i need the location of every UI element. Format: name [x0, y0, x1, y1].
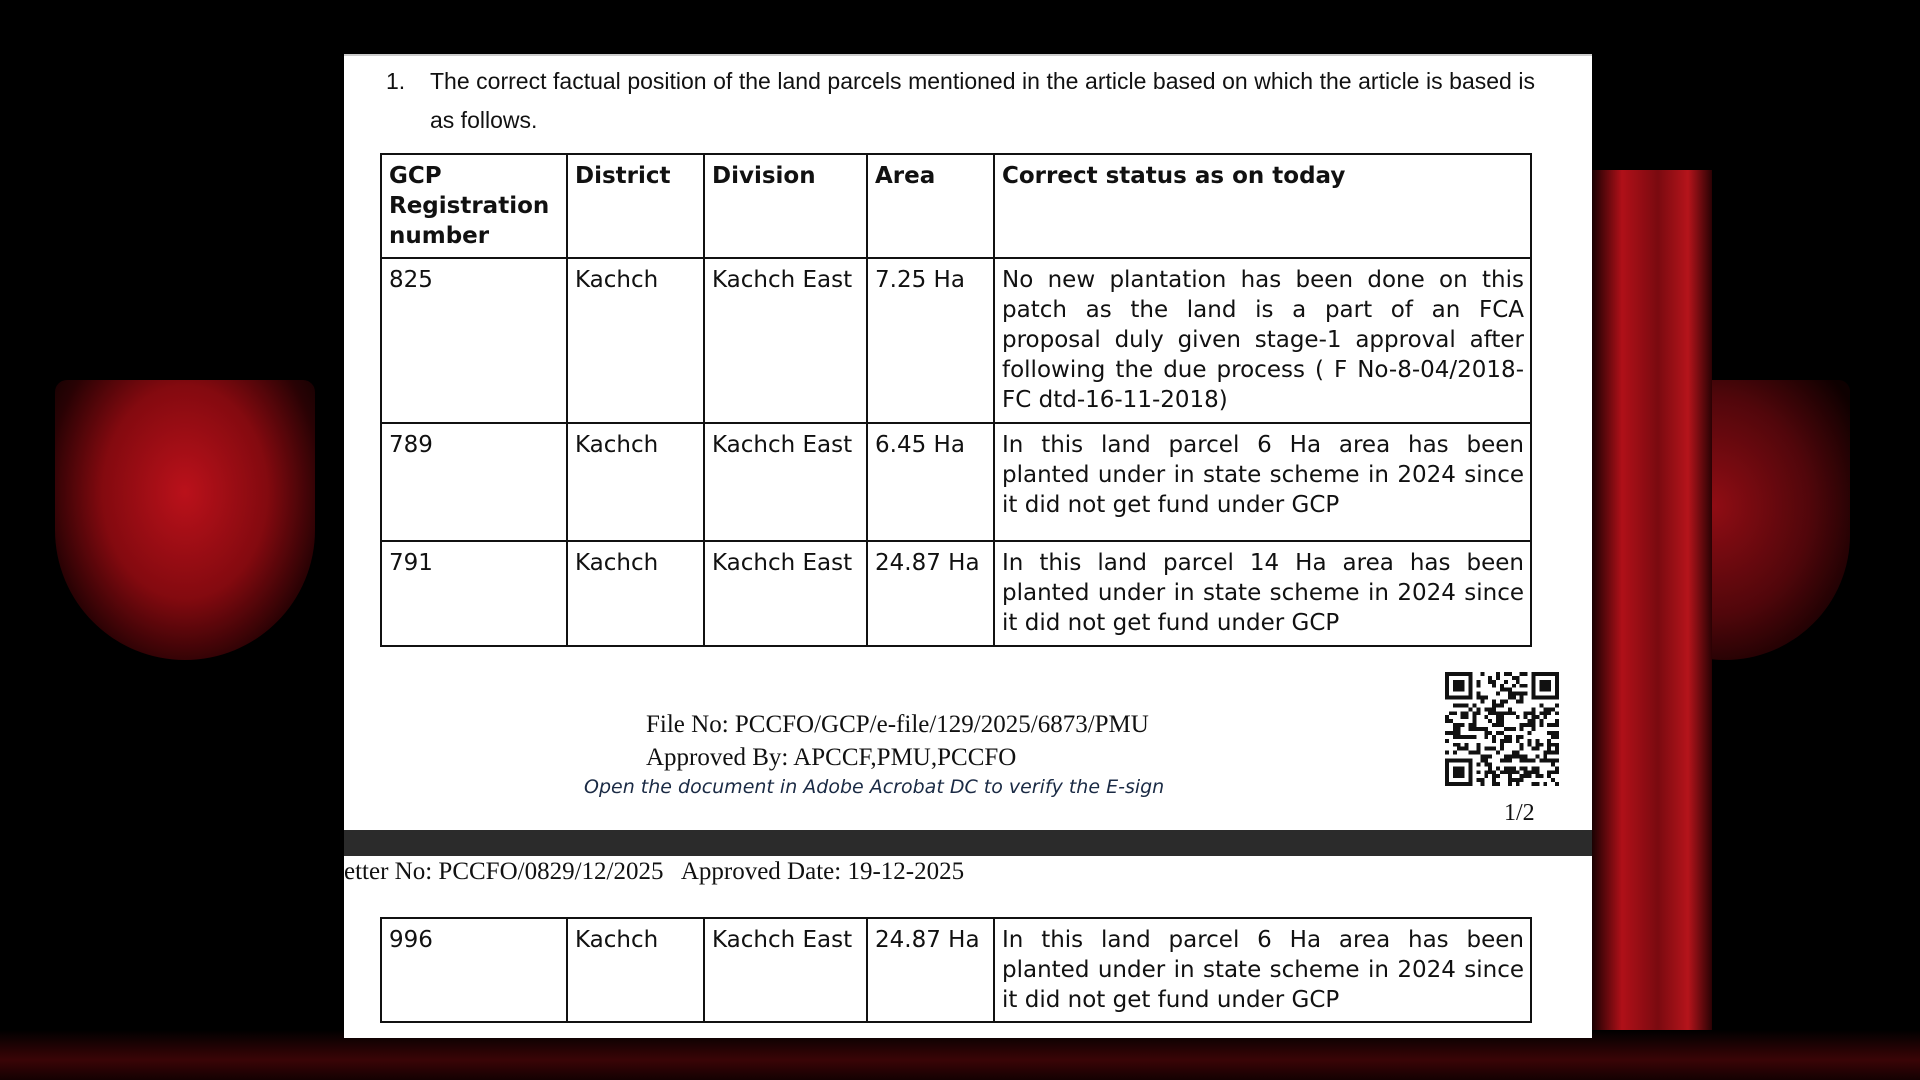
background-wood-post: [1592, 170, 1712, 1080]
table-row: [381, 258, 1531, 423]
table-row: [381, 423, 1531, 541]
cell-division: Kachch East: [704, 258, 867, 423]
cell-division: Kachch East: [704, 541, 867, 646]
document-page-1: [344, 54, 1592, 832]
letter-header: etter No: PCCFO/0829/12/2025 Approved Date: 19-12-2025: [344, 858, 965, 885]
approved-by: Approved By: APCCF,PMU,PCCFO: [646, 744, 1017, 771]
cell-gcp: 996: [381, 918, 567, 1022]
esign-note: Open the document in Adobe Acrobat DC to verify the E-sign: [584, 776, 1165, 798]
land-parcel-table-continued: [380, 917, 1532, 1023]
qr-code: [1444, 672, 1560, 786]
cell-division: Kachch East: [704, 918, 867, 1022]
footer-block: [646, 708, 1149, 774]
cell-status: In this land parcel 14 Ha area has been planted under in state scheme in 2024 since it did not get fund under GCP: [994, 541, 1531, 646]
cell-gcp: 791: [381, 541, 567, 646]
cell-status: No new plantation has been done on this patch as the land is a part of an FCA proposal duly given stage-1 approval after following the due process ( F No-8-04/2018-FC dtd-16-11-2018): [994, 258, 1531, 423]
cell-area: 7.25 Ha: [867, 258, 994, 423]
page-separator: [344, 830, 1592, 856]
land-parcel-table: [380, 153, 1532, 647]
cell-district: Kachch: [567, 918, 704, 1022]
background-emblem-left: [55, 380, 315, 660]
cell-area: 24.87 Ha: [867, 541, 994, 646]
table-row: [381, 918, 1531, 1022]
cell-area: 24.87 Ha: [867, 918, 994, 1022]
table-row: [381, 541, 1531, 646]
cell-area: 6.45 Ha: [867, 423, 994, 541]
file-number: File No: PCCFO/GCP/e-file/129/2025/6873/PMU: [646, 711, 1149, 738]
header-division: Division: [704, 154, 867, 258]
cell-status: In this land parcel 6 Ha area has been planted under in state scheme in 2024 since it did not get fund under GCP: [994, 918, 1531, 1022]
cell-district: Kachch: [567, 423, 704, 541]
header-status: Correct status as on today: [994, 154, 1531, 258]
cell-gcp: 789: [381, 423, 567, 541]
cell-district: Kachch: [567, 258, 704, 423]
header-area: Area: [867, 154, 994, 258]
header-district: District: [567, 154, 704, 258]
cell-district: Kachch: [567, 541, 704, 646]
document-page-2: [344, 856, 1592, 1038]
header-gcp: GCP Registration number: [381, 154, 567, 258]
cell-status: In this land parcel 6 Ha area has been planted under in state scheme in 2024 since it did not get fund under GCP: [994, 423, 1531, 541]
cell-gcp: 825: [381, 258, 567, 423]
list-number: 1.: [386, 68, 406, 94]
table-header-row: [381, 154, 1531, 258]
cell-division: Kachch East: [704, 423, 867, 541]
intro-text: The correct factual position of the land parcels mentioned in the article based on which the article is based is as follows.: [430, 68, 1535, 133]
page-number: 1/2: [1504, 800, 1535, 826]
